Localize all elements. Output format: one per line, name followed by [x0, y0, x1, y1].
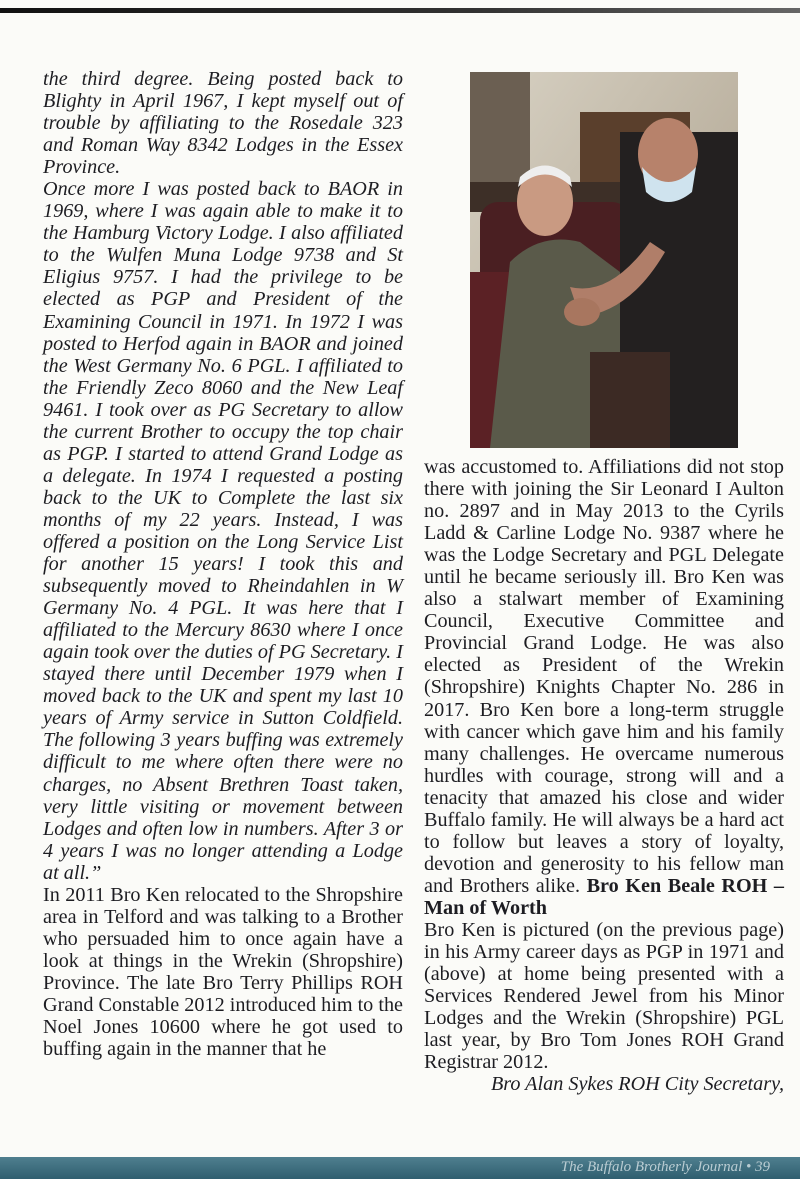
- signature: Bro Alan Sykes ROH City Secretary,: [490, 1073, 784, 1096]
- paragraph-relocation: In 2011 Bro Ken relocated to the Shropshire area in Telford and was talking to a Brother who persuaded him to once again have a look at things in the Wrekin (Shropshire) Province. The late Bro Terry Phillips ROH Grand Constable 2012 introduced him to the Noel Jones 10600 where he got used to buffing again in the manner that he: [43, 883, 403, 1061]
- footer-bar: [0, 1157, 800, 1179]
- tribute-heading: Bro Ken Beale ROH – Man of Worth: [424, 874, 784, 919]
- affiliations-text: was accustomed to. Affiliations did not stop there with joining the Sir Leonard I Aulton no. 2897 and in May 2013 to the Cyrils Ladd & Carline Lodge No. 9387 where he was the Lodge Secretary and PGL Delegate until he became seriously ill. Bro Ken was also a stalwart member of Examining Council, Executive Committee and Provincial Grand Lodge. He was also elected as President of the Wrekin (Shropshire) Knights Chapter No. 286 in 2017. Bro Ken bore a long-term struggle with cancer which gave him and his family many challenges. He overcame numerous hurdles with courage, strong will and a tenacity that amazed his close and wider Buffalo family. He will always be a hard act to follow but leaves a story of loyalty, devotion and generosity to his fellow man and Brothers alike.: [424, 456, 784, 897]
- footer-text: The Buffalo Brotherly Journal • 39: [560, 1159, 770, 1175]
- right-column: [424, 456, 784, 1095]
- top-rule: [0, 8, 800, 13]
- paragraph-pictured: Bro Ken is pictured (on the previous page) in his Army career days as PGP in 1971 and (above) at home being presented with a Services Rendered Jewel from his Minor Lodges and the Wrekin (Shropshire) PGL last year, by Bro Tom Jones ROH Grand Registrar 2012.: [424, 918, 784, 1074]
- paragraph-third-degree: the third degree. Being posted back to Blighty in April 1967, I kept myself out of trouble by affiliating to the Rosedale 323 and Roman Way 8342 Lodges in the Essex Province.: [43, 68, 403, 179]
- paragraph-baor-postings: Once more I was posted back to BAOR in 1969, where I was again able to make it to the Hamburg Victory Lodge. I also affiliated to the Wulfen Muna Lodge 9738 and St Eligius 9757. I had the privilege to be elected as PGP and President of the Examining Council in 1971. In 1972 I was posted to Herfod again in BAOR and joined the West Germany No. 6 PGL. I affiliated to the Friendly Zeco 8060 and the New Leaf 9461. I took over as PG Secretary to allow the current Brother to occupy the top chair as PGP. I started to attend Grand Lodge as a delegate. In 1974 I requested a posting back to the UK to Complete the last six months of my 22 years. Instead, I was offered a position on the Long Service List for another 15 years! I took this and subsequently moved to Rheindahlen in W Germany No. 4 PGL. It was here that I affiliated to the Mercury 8630 where I once again took over the duties of PG Secretary. I stayed there until December 1979 when I moved back to the UK and spent my last 10 years of Army service in Sutton Coldfield. The following 3 years buffing was extremely difficult to me where often there were no charges, no Absent Brethren Toast taken, very little visiting or movement between Lodges and often low in numbers. After 3 or 4 years I was no longer attending a Lodge at all.”: [43, 178, 403, 884]
- presentation-photo: [470, 72, 738, 448]
- paragraph-affiliations: [424, 456, 784, 919]
- photo-illustration: [470, 72, 738, 448]
- left-column: [43, 68, 403, 1060]
